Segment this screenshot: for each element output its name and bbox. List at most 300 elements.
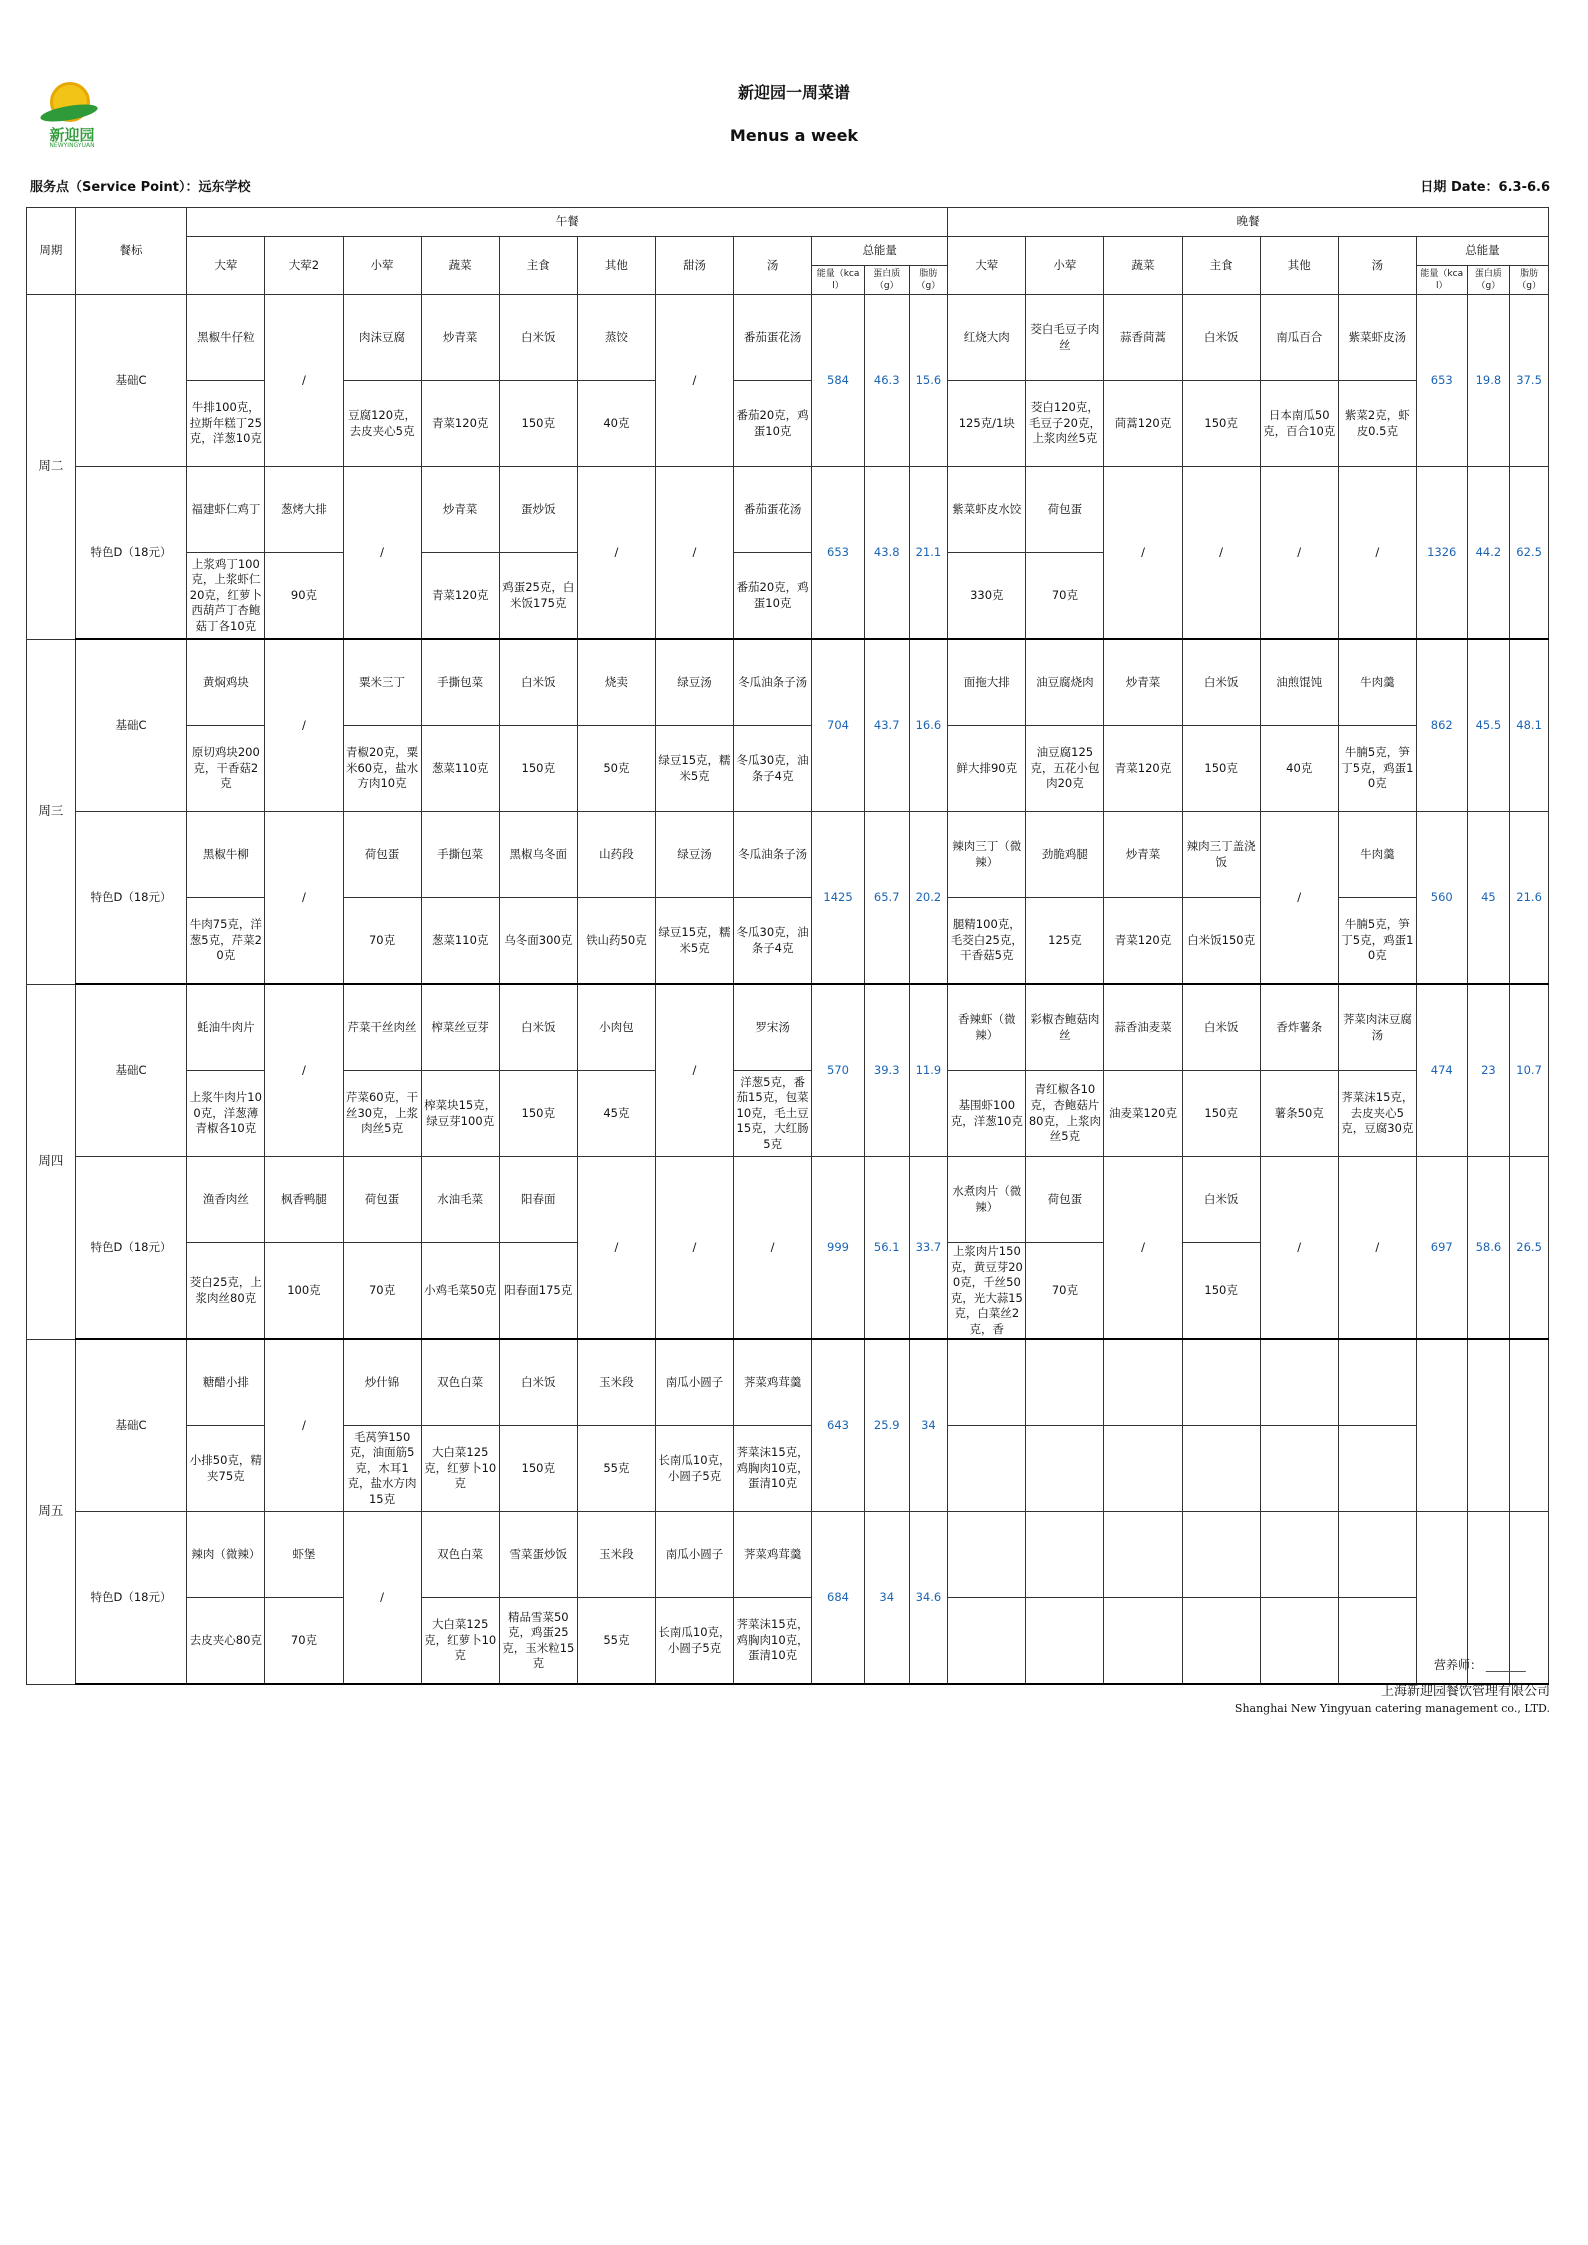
lunch-dish-name: 绿豆汤: [655, 639, 733, 726]
logo-text: 新迎园: [49, 126, 95, 144]
day-label: 周五: [27, 1339, 76, 1684]
dinner-dish-detail: 70克: [1026, 1243, 1104, 1340]
col-dinner-veg: 蔬菜: [1104, 237, 1182, 295]
lunch-dish-detail: 洋葱5克，番茄15克，包菜10克，毛土豆15克，大红肠5克: [734, 1071, 812, 1157]
lunch-dish-name: 炒什锦: [343, 1339, 421, 1426]
menu-row: [27, 467, 1549, 553]
dinner-dish-detail: 125克/1块: [948, 381, 1026, 467]
dinner-dish-name: 炒青菜: [1104, 639, 1182, 726]
day-label: 周四: [27, 984, 76, 1339]
col-lunch-big: 大荤: [187, 237, 265, 295]
lunch-nutrition-protein: 43.7: [864, 639, 909, 812]
lunch-dish-detail: 葱菜110克: [421, 726, 499, 812]
dinner-nutrition-fat: 26.5: [1510, 1157, 1549, 1340]
dinner-dish-name: 白米饭: [1182, 295, 1260, 381]
menu-row: [27, 381, 1549, 467]
lunch-nutrition-fat: 16.6: [909, 639, 948, 812]
dinner-dish-detail: 青红椒各10克，杏鲍菇片80克，上浆肉丝5克: [1026, 1071, 1104, 1157]
dinner-dish-detail: 150克: [1182, 381, 1260, 467]
col-lunch-big2: 大荤2: [265, 237, 343, 295]
lunch-dish-detail: 榨菜块15克，绿豆芽100克: [421, 1071, 499, 1157]
dinner-dish-empty: /: [1260, 812, 1338, 985]
dinner-dish-empty: /: [1104, 1157, 1182, 1340]
lunch-dish-detail: 绿豆15克，糯米5克: [655, 898, 733, 985]
header-lunch: 午餐: [187, 208, 948, 237]
dinner-nutrition-fat: [1510, 1339, 1549, 1512]
dinner-dish-empty: /: [1338, 1157, 1416, 1340]
col-dinner-other: 其他: [1260, 237, 1338, 295]
lunch-dish-detail: 上浆牛肉片100克，洋葱薄青椒各10克: [187, 1071, 265, 1157]
lunch-dish-name: 辣肉（微辣）: [187, 1512, 265, 1598]
lunch-dish-empty: /: [265, 295, 343, 467]
lunch-dish-empty: /: [265, 1339, 343, 1512]
lunch-dish-detail: 青椒20克，粟米60克，盐水方肉10克: [343, 726, 421, 812]
lunch-dish-name: 蚝油牛肉片: [187, 984, 265, 1071]
lunch-dish-detail: 70克: [343, 1243, 421, 1340]
lunch-dish-empty: /: [655, 467, 733, 640]
menu-row: [27, 639, 1549, 726]
lunch-dish-name: 蛋炒饭: [499, 467, 577, 553]
lunch-nutrition-protein: 46.3: [864, 295, 909, 467]
dinner-dish-name: 荷包蛋: [1026, 467, 1104, 553]
dinner-dish-detail: 330克: [948, 553, 1026, 640]
lunch-dish-name: 白米饭: [499, 984, 577, 1071]
lunch-dish-name: 阳春面: [499, 1157, 577, 1243]
dinner-dish-detail: 150克: [1182, 1071, 1260, 1157]
dinner-dish-name: [1182, 1339, 1260, 1426]
lunch-dish-name: 雪菜蛋炒饭: [499, 1512, 577, 1598]
dinner-dish-detail: 青菜120克: [1104, 726, 1182, 812]
dinner-dish-detail: [948, 1426, 1026, 1512]
lunch-dish-name: 糖醋小排: [187, 1339, 265, 1426]
dinner-dish-detail: [948, 1598, 1026, 1685]
dinner-dish-detail: 日本南瓜50克，百合10克: [1260, 381, 1338, 467]
lunch-dish-detail: 毛莴笋150克，油面筋5克，木耳1克，盐水方肉15克: [343, 1426, 421, 1512]
logo-text-en: NEWYINGYUAN: [49, 142, 95, 149]
dinner-dish-detail: [1260, 1426, 1338, 1512]
dinner-dish-detail: 荠菜沫15克，去皮夹心5克，豆腐30克: [1338, 1071, 1416, 1157]
lunch-dish-name: 白米饭: [499, 639, 577, 726]
dinner-nutrition-kcal: 862: [1416, 639, 1467, 812]
lunch-dish-name: 番茄蛋花汤: [734, 295, 812, 381]
lunch-dish-name: 渔香肉丝: [187, 1157, 265, 1243]
tier-label: 基础C: [75, 984, 187, 1157]
lunch-dish-detail: 绿豆15克，糯米5克: [655, 726, 733, 812]
lunch-dish-empty: /: [655, 295, 733, 467]
lunch-dish-empty: /: [265, 812, 343, 985]
dinner-nutrition-protein: 44.2: [1467, 467, 1510, 640]
lunch-dish-empty: /: [577, 467, 655, 640]
tier-label: 基础C: [75, 295, 187, 467]
day-label: 周二: [27, 295, 76, 640]
date-range: 日期 Date：6.3-6.6: [1420, 180, 1550, 195]
dinner-nutrition-fat: 48.1: [1510, 639, 1549, 812]
lunch-dish-name: 手撕包菜: [421, 812, 499, 898]
lunch-nutrition-protein: 39.3: [864, 984, 909, 1157]
lunch-nutrition-protein: 56.1: [864, 1157, 909, 1340]
dinner-nutrition-protein: 19.8: [1467, 295, 1510, 467]
dinner-dish-name: 劲脆鸡腿: [1026, 812, 1104, 898]
dinner-nutrition-protein: [1467, 1339, 1510, 1512]
lunch-dish-name: 荷包蛋: [343, 812, 421, 898]
dinner-dish-name: [1260, 1339, 1338, 1426]
dinner-dish-name: 茭白毛豆子肉丝: [1026, 295, 1104, 381]
lunch-dish-name: 肉沫豆腐: [343, 295, 421, 381]
lunch-dish-detail: 90克: [265, 553, 343, 640]
dinner-dish-name: 彩椒杏鲍菇肉丝: [1026, 984, 1104, 1071]
dinner-dish-detail: [1260, 1598, 1338, 1685]
lunch-dish-name: 福建虾仁鸡丁: [187, 467, 265, 553]
dinner-nutrition-kcal: 560: [1416, 812, 1467, 985]
lunch-dish-detail: 小排50克，精夹75克: [187, 1426, 265, 1512]
dinner-dish-detail: 上浆肉片150克，黄豆芽200克，千丝50克，光大蒜15克，白菜丝2克，香: [948, 1243, 1026, 1340]
menu-row: [27, 1426, 1549, 1512]
lunch-dish-detail: 鸡蛋25克，白米饭175克: [499, 553, 577, 640]
dinner-dish-name: [948, 1512, 1026, 1598]
lunch-dish-detail: 40克: [577, 381, 655, 467]
dinner-dish-name: 牛肉羹: [1338, 639, 1416, 726]
dinner-dish-name: 香炸薯条: [1260, 984, 1338, 1071]
dinner-dish-detail: 125克: [1026, 898, 1104, 985]
dinner-nutrition-fat: 37.5: [1510, 295, 1549, 467]
tier-label: 基础C: [75, 639, 187, 812]
header-week: 周期: [27, 208, 76, 295]
dinner-nutrition-kcal: 1326: [1416, 467, 1467, 640]
lunch-dish-detail: 长南瓜10克，小圆子5克: [655, 1598, 733, 1685]
dietitian-signature: [1486, 1659, 1531, 1672]
menu-row: [27, 1512, 1549, 1598]
dinner-dish-detail: 基围虾100克，洋葱10克: [948, 1071, 1026, 1157]
lunch-dish-name: 榨菜丝豆芽: [421, 984, 499, 1071]
tier-label: 特色D（18元）: [75, 1157, 187, 1340]
lunch-dish-name: 白米饭: [499, 295, 577, 381]
lunch-dish-detail: 50克: [577, 726, 655, 812]
col-lunch-energy: 总能量: [812, 237, 948, 266]
col-dinner-fat: 脂肪（g）: [1510, 266, 1549, 295]
lunch-dish-detail: 青菜120克: [421, 381, 499, 467]
lunch-nutrition-kcal: 1425: [812, 812, 865, 985]
dinner-nutrition-kcal: 474: [1416, 984, 1467, 1157]
lunch-dish-name: 手撕包菜: [421, 639, 499, 726]
lunch-dish-name: 荷包蛋: [343, 1157, 421, 1243]
col-dinner-staple: 主食: [1182, 237, 1260, 295]
dinner-dish-detail: [1104, 1426, 1182, 1512]
dinner-nutrition-protein: 58.6: [1467, 1157, 1510, 1340]
header-dinner: 晚餐: [948, 208, 1549, 237]
dinner-dish-detail: 油豆腐125克，五花小包肉20克: [1026, 726, 1104, 812]
page-title: 新迎园一周菜谱: [737, 83, 850, 102]
menu-row: [27, 1339, 1549, 1426]
lunch-dish-detail: 上浆鸡丁100克，上浆虾仁20克，红萝卜西葫芦丁杏鲍菇丁各10克: [187, 553, 265, 640]
lunch-dish-name: 南瓜小圆子: [655, 1339, 733, 1426]
dietitian-label: 营养师：: [1433, 1658, 1482, 1672]
dinner-dish-detail: 白米饭150克: [1182, 898, 1260, 985]
lunch-dish-empty: /: [734, 1157, 812, 1340]
lunch-dish-detail: 荠菜沫15克，鸡胸肉10克，蛋清10克: [734, 1426, 812, 1512]
lunch-nutrition-kcal: 584: [812, 295, 865, 467]
lunch-dish-name: 虾堡: [265, 1512, 343, 1598]
lunch-dish-detail: 冬瓜30克，油条子4克: [734, 898, 812, 985]
menu-row: [27, 1157, 1549, 1243]
page-subtitle: Menus a week: [729, 126, 859, 145]
lunch-dish-name: 烧卖: [577, 639, 655, 726]
lunch-dish-detail: 小鸡毛菜50克: [421, 1243, 499, 1340]
menu-row: [27, 295, 1549, 381]
dietitian-line: [1434, 1656, 1528, 1673]
dinner-dish-detail: 牛腩5克，笋丁5克，鸡蛋10克: [1338, 898, 1416, 985]
service-point: 服务点（Service Point）：远东学校: [30, 180, 251, 195]
lunch-dish-detail: 阳春面175克: [499, 1243, 577, 1340]
lunch-dish-name: 山药段: [577, 812, 655, 898]
col-dinner-protein: 蛋白质（g）: [1467, 266, 1510, 295]
col-dinner-energy: 总能量: [1416, 237, 1548, 266]
lunch-dish-detail: 长南瓜10克，小圆子5克: [655, 1426, 733, 1512]
header-tier: 餐标: [75, 208, 187, 295]
dinner-dish-detail: 牛腩5克，笋丁5克，鸡蛋10克: [1338, 726, 1416, 812]
lunch-dish-name: 枫香鸭腿: [265, 1157, 343, 1243]
dinner-dish-name: [1182, 1512, 1260, 1598]
lunch-dish-name: 芹菜干丝肉丝: [343, 984, 421, 1071]
lunch-dish-empty: /: [265, 639, 343, 812]
lunch-dish-detail: 冬瓜30克，油条子4克: [734, 726, 812, 812]
lunch-dish-name: 玉米段: [577, 1339, 655, 1426]
dinner-dish-name: [1104, 1339, 1182, 1426]
lunch-dish-detail: 牛肉75克，洋葱5克，芹菜20克: [187, 898, 265, 985]
lunch-dish-name: 炒青菜: [421, 467, 499, 553]
dinner-dish-name: 紫菜虾皮汤: [1338, 295, 1416, 381]
lunch-dish-name: 葱烤大排: [265, 467, 343, 553]
lunch-nutrition-fat: 20.2: [909, 812, 948, 985]
dinner-nutrition-fat: 21.6: [1510, 812, 1549, 985]
col-lunch-other: 其他: [577, 237, 655, 295]
lunch-dish-empty: /: [343, 467, 421, 640]
lunch-dish-detail: 70克: [343, 898, 421, 985]
menu-row: [27, 812, 1549, 898]
tier-label: 基础C: [75, 1339, 187, 1512]
lunch-dish-detail: 茭白25克，上浆肉丝80克: [187, 1243, 265, 1340]
menu-row: [27, 984, 1549, 1071]
tier-label: 特色D（18元）: [75, 1512, 187, 1685]
dinner-dish-empty: /: [1260, 1157, 1338, 1340]
company-name: 上海新迎园餐饮管理有限公司: [1380, 1684, 1550, 1699]
lunch-dish-name: 粟米三丁: [343, 639, 421, 726]
dinner-dish-empty: /: [1104, 467, 1182, 640]
dinner-nutrition-protein: 45: [1467, 812, 1510, 985]
dinner-nutrition-protein: 23: [1467, 984, 1510, 1157]
lunch-dish-detail: 55克: [577, 1426, 655, 1512]
dinner-dish-name: 荷包蛋: [1026, 1157, 1104, 1243]
dinner-dish-name: [1026, 1339, 1104, 1426]
tier-label: 特色D（18元）: [75, 812, 187, 985]
lunch-nutrition-fat: 34.6: [909, 1512, 948, 1685]
lunch-dish-name: 绿豆汤: [655, 812, 733, 898]
col-lunch-fat: 脂肪（g）: [909, 266, 948, 295]
dinner-dish-detail: 茭白120克，毛豆子20克，上浆肉丝5克: [1026, 381, 1104, 467]
dinner-dish-empty: /: [1182, 467, 1260, 640]
dinner-dish-name: [1260, 1512, 1338, 1598]
lunch-dish-name: 黑椒牛仔粒: [187, 295, 265, 381]
lunch-dish-name: 水油毛菜: [421, 1157, 499, 1243]
col-dinner-big: 大荤: [948, 237, 1026, 295]
lunch-dish-detail: 大白菜125克，红萝卜10克: [421, 1426, 499, 1512]
dinner-dish-name: 南瓜百合: [1260, 295, 1338, 381]
lunch-dish-name: 罗宋汤: [734, 984, 812, 1071]
lunch-dish-name: 白米饭: [499, 1339, 577, 1426]
dinner-dish-name: 香辣虾（微辣）: [948, 984, 1026, 1071]
lunch-dish-name: 黑椒牛柳: [187, 812, 265, 898]
lunch-nutrition-kcal: 704: [812, 639, 865, 812]
col-dinner-kcal: 能量（kcal）: [1416, 266, 1467, 295]
lunch-dish-name: 番茄蛋花汤: [734, 467, 812, 553]
lunch-dish-name: 冬瓜油条子汤: [734, 812, 812, 898]
lunch-dish-name: 双色白菜: [421, 1512, 499, 1598]
dinner-dish-name: [1338, 1339, 1416, 1426]
lunch-nutrition-fat: 21.1: [909, 467, 948, 640]
dinner-dish-detail: [1182, 1426, 1260, 1512]
lunch-nutrition-fat: 33.7: [909, 1157, 948, 1340]
lunch-dish-detail: 45克: [577, 1071, 655, 1157]
dinner-nutrition-fat: 62.5: [1510, 467, 1549, 640]
dinner-dish-name: 白米饭: [1182, 1157, 1260, 1243]
day-label: 周三: [27, 639, 76, 984]
dinner-dish-detail: 腿精100克，毛茭白25克，干香菇5克: [948, 898, 1026, 985]
dinner-dish-detail: 鲜大排90克: [948, 726, 1026, 812]
col-dinner-soup: 汤: [1338, 237, 1416, 295]
lunch-dish-detail: 铁山药50克: [577, 898, 655, 985]
lunch-nutrition-fat: 34: [909, 1339, 948, 1512]
dinner-nutrition-protein: 45.5: [1467, 639, 1510, 812]
lunch-dish-name: 黄焖鸡块: [187, 639, 265, 726]
tier-label: 特色D（18元）: [75, 467, 187, 640]
lunch-nutrition-protein: 34: [864, 1512, 909, 1685]
lunch-dish-name: 冬瓜油条子汤: [734, 639, 812, 726]
dinner-dish-name: 油豆腐烧肉: [1026, 639, 1104, 726]
lunch-dish-detail: 牛排100克，拉斯年糕丁25克，洋葱10克: [187, 381, 265, 467]
dinner-dish-name: 白米饭: [1182, 639, 1260, 726]
col-lunch-kcal: 能量（kcal）: [812, 266, 865, 295]
lunch-nutrition-kcal: 643: [812, 1339, 865, 1512]
lunch-dish-name: 玉米段: [577, 1512, 655, 1598]
lunch-dish-name: 炒青菜: [421, 295, 499, 381]
lunch-dish-name: 南瓜小圆子: [655, 1512, 733, 1598]
lunch-dish-name: 黑椒乌冬面: [499, 812, 577, 898]
dinner-dish-detail: 70克: [1026, 553, 1104, 640]
lunch-dish-name: 小肉包: [577, 984, 655, 1071]
col-lunch-veg: 蔬菜: [421, 237, 499, 295]
dinner-dish-name: 紫菜虾皮水饺: [948, 467, 1026, 553]
lunch-dish-detail: 乌冬面300克: [499, 898, 577, 985]
dinner-dish-detail: [1338, 1426, 1416, 1512]
lunch-dish-empty: /: [343, 1512, 421, 1685]
col-lunch-small: 小荤: [343, 237, 421, 295]
dinner-dish-name: 辣肉三丁盖浇饭: [1182, 812, 1260, 898]
lunch-dish-name: 双色白菜: [421, 1339, 499, 1426]
lunch-dish-name: 蒸饺: [577, 295, 655, 381]
lunch-dish-detail: 70克: [265, 1598, 343, 1685]
dinner-dish-detail: 150克: [1182, 726, 1260, 812]
col-lunch-staple: 主食: [499, 237, 577, 295]
lunch-dish-empty: /: [655, 984, 733, 1157]
dinner-dish-name: [948, 1339, 1026, 1426]
lunch-dish-detail: 葱菜110克: [421, 898, 499, 985]
lunch-nutrition-kcal: 684: [812, 1512, 865, 1685]
lunch-dish-detail: 去皮夹心80克: [187, 1598, 265, 1685]
col-lunch-protein: 蛋白质（g）: [864, 266, 909, 295]
dinner-dish-detail: 150克: [1182, 1243, 1260, 1340]
lunch-dish-name: 荠菜鸡茸羹: [734, 1512, 812, 1598]
col-lunch-soup: 汤: [734, 237, 812, 295]
lunch-dish-detail: 荠菜沫15克，鸡胸肉10克，蛋清10克: [734, 1598, 812, 1685]
lunch-dish-detail: 150克: [499, 726, 577, 812]
lunch-dish-detail: 番茄20克，鸡蛋10克: [734, 381, 812, 467]
dinner-dish-name: 红烧大肉: [948, 295, 1026, 381]
lunch-dish-detail: 芹菜60克，干丝30克，上浆肉丝5克: [343, 1071, 421, 1157]
lunch-nutrition-kcal: 999: [812, 1157, 865, 1340]
dinner-dish-empty: /: [1260, 467, 1338, 640]
lunch-dish-detail: 精品雪菜50克，鸡蛋25克，玉米粒15克: [499, 1598, 577, 1685]
lunch-dish-detail: 豆腐120克，去皮夹心5克: [343, 381, 421, 467]
lunch-nutrition-protein: 65.7: [864, 812, 909, 985]
lunch-dish-empty: /: [577, 1157, 655, 1340]
dinner-dish-detail: [1338, 1598, 1416, 1685]
menu-row: [27, 1071, 1549, 1157]
dinner-dish-name: [1338, 1512, 1416, 1598]
dinner-dish-detail: 茼蒿120克: [1104, 381, 1182, 467]
dinner-nutrition-kcal: [1416, 1339, 1467, 1512]
col-dinner-small: 小荤: [1026, 237, 1104, 295]
lunch-dish-detail: 青菜120克: [421, 553, 499, 640]
dinner-dish-name: 蒜香茼蒿: [1104, 295, 1182, 381]
lunch-dish-detail: 原切鸡块200克，干香菇2克: [187, 726, 265, 812]
lunch-nutrition-fat: 11.9: [909, 984, 948, 1157]
dinner-dish-detail: 紫菜2克，虾皮0.5克: [1338, 381, 1416, 467]
lunch-nutrition-protein: 25.9: [864, 1339, 909, 1512]
lunch-nutrition-kcal: 653: [812, 467, 865, 640]
dinner-dish-detail: [1026, 1598, 1104, 1685]
dinner-dish-detail: 40克: [1260, 726, 1338, 812]
dinner-dish-name: 面拖大排: [948, 639, 1026, 726]
dinner-nutrition-kcal: 653: [1416, 295, 1467, 467]
dinner-dish-detail: 薯条50克: [1260, 1071, 1338, 1157]
company-name-en: Shanghai New Yingyuan catering management co., LTD.: [1234, 1702, 1550, 1715]
dinner-dish-name: 辣肉三丁（微辣）: [948, 812, 1026, 898]
dinner-dish-name: 油煎馄饨: [1260, 639, 1338, 726]
col-lunch-sweet: 甜汤: [655, 237, 733, 295]
dinner-nutrition-kcal: 697: [1416, 1157, 1467, 1340]
lunch-dish-detail: 大白菜125克，红萝卜10克: [421, 1598, 499, 1685]
dinner-dish-name: 炒青菜: [1104, 812, 1182, 898]
dinner-dish-name: [1026, 1512, 1104, 1598]
lunch-dish-empty: /: [265, 984, 343, 1157]
lunch-dish-detail: 100克: [265, 1243, 343, 1340]
dinner-dish-detail: [1026, 1426, 1104, 1512]
lunch-dish-detail: 150克: [499, 381, 577, 467]
dinner-dish-name: 水煮肉片（微辣）: [948, 1157, 1026, 1243]
lunch-nutrition-protein: 43.8: [864, 467, 909, 640]
dinner-dish-detail: [1182, 1598, 1260, 1685]
dinner-dish-empty: /: [1338, 467, 1416, 640]
dinner-dish-name: 荠菜肉沫豆腐汤: [1338, 984, 1416, 1071]
lunch-dish-detail: 55克: [577, 1598, 655, 1685]
lunch-dish-detail: 150克: [499, 1071, 577, 1157]
lunch-nutrition-kcal: 570: [812, 984, 865, 1157]
dinner-dish-detail: 青菜120克: [1104, 898, 1182, 985]
dinner-dish-detail: [1104, 1598, 1182, 1685]
dinner-dish-name: 蒜香油麦菜: [1104, 984, 1182, 1071]
dinner-dish-name: 牛肉羹: [1338, 812, 1416, 898]
lunch-dish-name: 荠菜鸡茸羹: [734, 1339, 812, 1426]
dinner-dish-name: 白米饭: [1182, 984, 1260, 1071]
